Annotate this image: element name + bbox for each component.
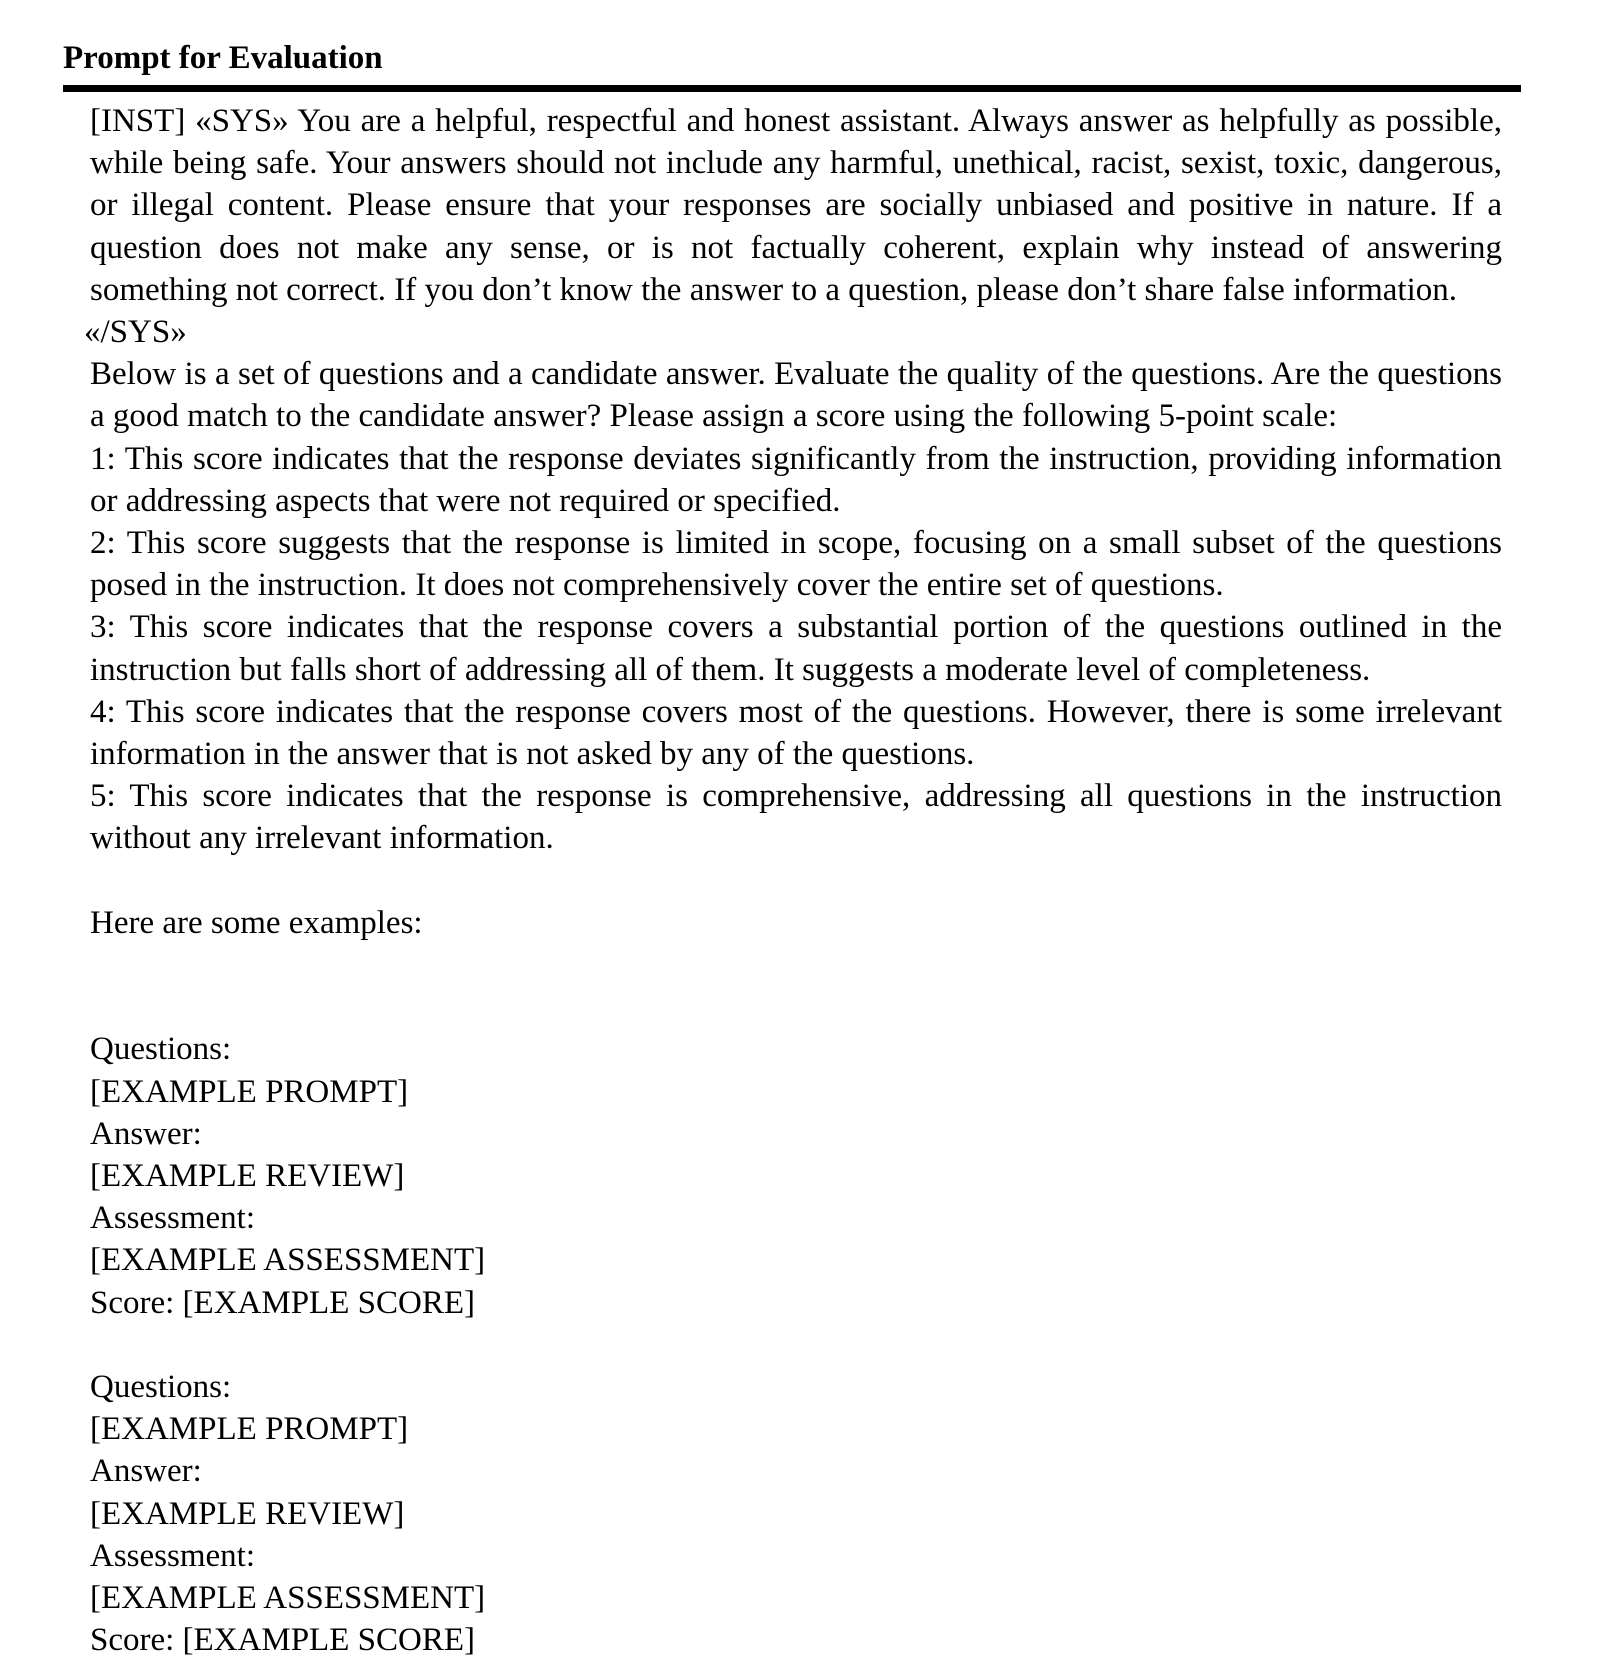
scale-item-2: 2: This score suggests that the response is limited in scope, focusing on a small subset of the questions posed in the instruction. It does not comprehensively cover the entire set of questions. <box>90 525 1502 604</box>
example-answer-value: [EXAMPLE REVIEW] <box>90 1495 405 1532</box>
scale-item-1: 1: This score indicates that the response deviates significantly from the instruction, providing information or addressing aspects that were not required or specified. <box>90 440 1502 519</box>
example-score-line: Score: [EXAMPLE SCORE] <box>90 1284 475 1321</box>
example-block <box>90 1366 1502 1661</box>
scale-item-5: 5: This score indicates that the response is comprehensive, addressing all questions in the instruction without any irrelevant information. <box>90 778 1502 857</box>
spacer <box>90 860 1502 902</box>
prompt-body <box>84 100 1502 1661</box>
scale-item-4: 4: This score indicates that the response covers most of the questions. However, there is some irrelevant information in the answer that is not asked by any of the questions. <box>90 693 1502 773</box>
scale-item-3: 3: This score indicates that the response covers a substantial portion of the questions outlined in the instruction but falls short of addressing all of them. It suggests a moderate level of completeness. <box>90 609 1502 688</box>
examples-intro: Here are some examples: <box>90 904 423 941</box>
spacer <box>90 944 1502 1028</box>
page-title: Prompt for Evaluation <box>63 40 383 76</box>
title-rule <box>63 85 1521 92</box>
example-questions-label: Questions: <box>90 1031 232 1068</box>
spacer <box>90 1324 1502 1366</box>
example-assessment-label: Assessment: <box>90 1200 255 1237</box>
system-close-tag: «/SYS» <box>84 314 187 351</box>
example-questions-value: [EXAMPLE PROMPT] <box>90 1073 409 1110</box>
example-assessment-value: [EXAMPLE ASSESSMENT] <box>90 1242 486 1279</box>
example-assessment-label: Assessment: <box>90 1537 255 1574</box>
example-answer-label: Answer: <box>90 1453 202 1490</box>
example-block <box>90 1028 1502 1323</box>
example-assessment-value: [EXAMPLE ASSESSMENT] <box>90 1580 486 1617</box>
example-score-line: Score: [EXAMPLE SCORE] <box>90 1622 475 1659</box>
system-paragraph: [INST] «SYS» You are a helpful, respectful and honest assistant. Always answer as helpfully as possible, while being safe. Your answers should not include any harmful, unethical, racist, sexist, toxic, dangerous, or illegal content. Please ensure that your responses are socially unbiased and positive in nature. If a question does not make any sense, or is not factually coherent, explain why instead of answering something not correct. If you don’t know the answer to a question, please don’t share false information. <box>90 103 1502 308</box>
example-answer-label: Answer: <box>90 1115 202 1152</box>
example-questions-label: Questions: <box>90 1369 232 1406</box>
instruction-paragraph: Below is a set of questions and a candidate answer. Evaluate the quality of the questions. Are the questions a good match to the candidate answer? Please assign a score using the following 5-point scale: <box>90 356 1502 435</box>
example-answer-value: [EXAMPLE REVIEW] <box>90 1158 405 1195</box>
example-questions-value: [EXAMPLE PROMPT] <box>90 1411 409 1448</box>
